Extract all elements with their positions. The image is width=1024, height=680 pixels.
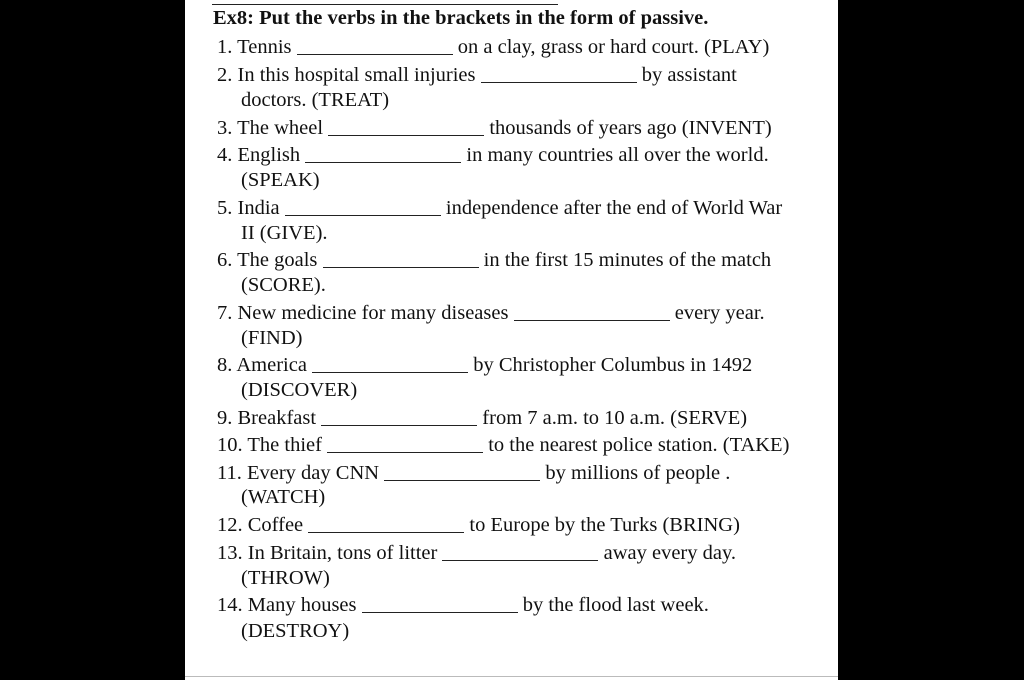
item-13-suffix: away every day. <box>603 542 737 564</box>
item-13-blank[interactable] <box>442 560 598 561</box>
item-10-suffix: to the nearest police station. (TAKE) <box>488 434 790 456</box>
item-7 <box>217 301 765 325</box>
item-1-prefix: 1. Tennis <box>217 36 292 58</box>
item-3-blank[interactable] <box>328 135 484 136</box>
item-9 <box>217 406 747 430</box>
item-4-continuation: (SPEAK) <box>241 169 320 191</box>
item-7-suffix: every year. <box>674 302 765 324</box>
item-2-continuation: doctors. (TREAT) <box>241 89 390 111</box>
item-7-prefix: 7. New medicine for many diseases <box>217 302 509 324</box>
item-5 <box>217 196 782 220</box>
item-1-blank[interactable] <box>297 54 453 55</box>
item-5-prefix: 5. India <box>217 197 280 219</box>
item-3-prefix: 3. The wheel <box>217 117 324 139</box>
item-14-suffix: by the flood last week. <box>522 594 709 616</box>
item-5-blank[interactable] <box>285 215 441 216</box>
item-14 <box>217 593 709 617</box>
item-10 <box>217 433 789 457</box>
worksheet-page <box>185 0 838 680</box>
item-12-blank[interactable] <box>308 532 464 533</box>
item-4 <box>217 143 769 167</box>
item-13 <box>217 541 736 565</box>
item-11-suffix: by millions of people . <box>545 462 731 484</box>
item-14-continuation: (DESTROY) <box>241 620 350 642</box>
item-5-suffix: independence after the end of World War <box>445 197 783 219</box>
top-rule <box>212 4 558 5</box>
item-6-prefix: 6. The goals <box>217 249 318 271</box>
item-4-prefix: 4. English <box>217 144 301 166</box>
item-11-continuation: (WATCH) <box>241 486 326 508</box>
item-5-continuation: II (GIVE). <box>241 222 328 244</box>
item-2-blank[interactable] <box>481 82 637 83</box>
item-1 <box>217 35 769 59</box>
item-6-blank[interactable] <box>323 267 479 268</box>
item-14-prefix: 14. Many houses <box>217 594 357 616</box>
item-8-continuation: (DISCOVER) <box>241 379 358 401</box>
item-9-prefix: 9. Breakfast <box>217 407 317 429</box>
item-9-blank[interactable] <box>321 425 477 426</box>
item-3-suffix: thousands of years ago (INVENT) <box>489 117 772 139</box>
item-7-continuation: (FIND) <box>241 327 303 349</box>
exercise-title: Ex8: Put the verbs in the brackets in the form of passive. <box>213 7 709 29</box>
item-14-blank[interactable] <box>362 612 518 613</box>
item-12-prefix: 12. Coffee <box>217 514 304 536</box>
item-8-suffix: by Christopher Columbus in 1492 <box>473 354 753 376</box>
item-2-suffix: by assistant <box>641 64 737 86</box>
item-9-suffix: from 7 a.m. to 10 a.m. (SERVE) <box>482 407 748 429</box>
bottom-rule <box>185 676 838 677</box>
item-11-blank[interactable] <box>384 480 540 481</box>
item-13-continuation: (THROW) <box>241 567 330 589</box>
item-8 <box>217 353 752 377</box>
item-12 <box>217 513 740 537</box>
item-1-suffix: on a clay, grass or hard court. (PLAY) <box>457 36 770 58</box>
item-4-blank[interactable] <box>305 162 461 163</box>
item-6 <box>217 248 771 272</box>
item-12-suffix: to Europe by the Turks (BRING) <box>469 514 740 536</box>
item-10-prefix: 10. The thief <box>217 434 322 456</box>
item-8-blank[interactable] <box>312 372 468 373</box>
item-13-prefix: 13. In Britain, tons of litter <box>217 542 438 564</box>
item-10-blank[interactable] <box>327 452 483 453</box>
item-8-prefix: 8. America <box>217 354 307 376</box>
item-11 <box>217 461 730 485</box>
item-4-suffix: in many countries all over the world. <box>466 144 769 166</box>
item-2 <box>217 63 737 87</box>
item-6-continuation: (SCORE). <box>241 274 326 296</box>
item-6-suffix: in the first 15 minutes of the match <box>483 249 772 271</box>
item-2-prefix: 2. In this hospital small injuries <box>217 64 476 86</box>
item-7-blank[interactable] <box>514 320 670 321</box>
item-11-prefix: 11. Every day CNN <box>217 462 380 484</box>
item-3 <box>217 116 772 140</box>
